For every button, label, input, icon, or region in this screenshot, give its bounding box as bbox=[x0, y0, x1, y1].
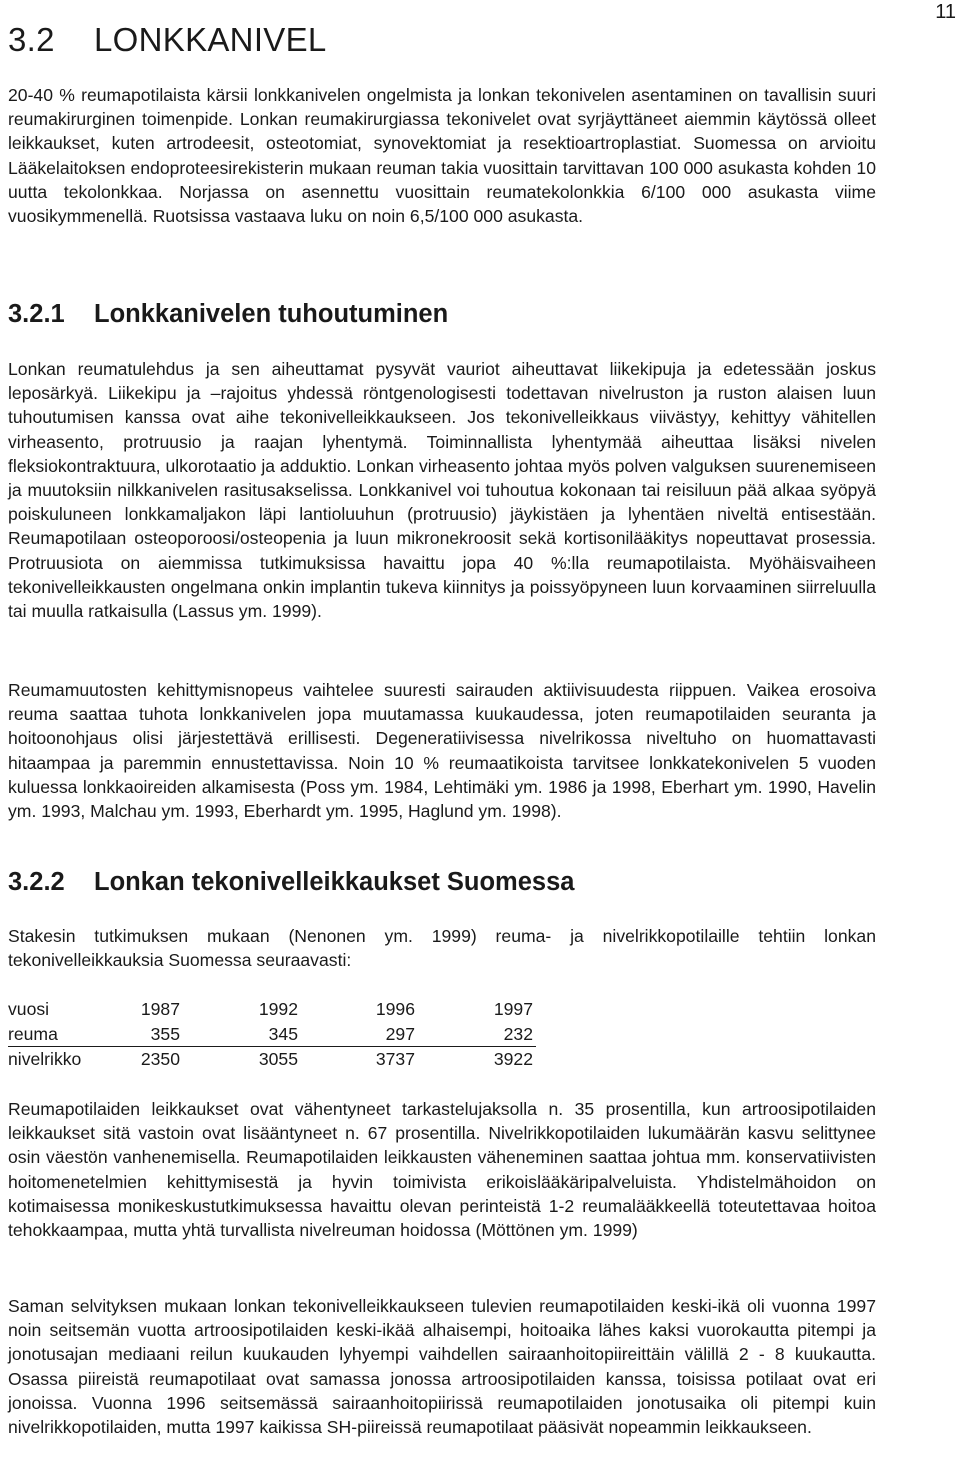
surgery-table bbox=[8, 997, 536, 1072]
table-cell: 345 bbox=[180, 1022, 298, 1047]
section-number: 3.2 bbox=[8, 21, 55, 58]
table-cell: 232 bbox=[415, 1022, 536, 1047]
subsection-title: Lonkkanivelen tuhoutuminen bbox=[94, 300, 449, 328]
intro-paragraph: 20-40 % reumapotilaista kärsii lonkkanivelen ongelmista ja lonkan tekonivelen asentaminen on tavallisin suuri reumakirurginen toimenpide. Lonkan reumakirurgiassa tekonivelet ovat syrjäyttäneet aiemmin käytössä olleet leikkaukset, kuten artrodeesit, osteotomiat, synovektomiat ja resektioartroplastiat. Suomessa on arvioitu Lääkelaitoksen endoproteesirekisterin mukaan reuman takia vuosittain tarvittavan 100 000 asukasta kohden 10 uutta tekolonkkaa. Norjassa on asennettu vuosittain reumatekolonkkia 6/100 000 asukasta viime vuosikymmenellä. Ruotsissa vastaava luku on noin 6,5/100 000 asukasta. bbox=[8, 85, 876, 227]
table-cell: 3055 bbox=[258, 1049, 298, 1069]
table-cell: 2350 bbox=[140, 1049, 180, 1069]
subsection-number: 3.2.1 bbox=[8, 300, 65, 328]
table-header-row bbox=[8, 997, 536, 1022]
table-header-label: vuosi bbox=[8, 999, 50, 1019]
table-year: 1992 bbox=[258, 999, 298, 1019]
table-cell: 355 bbox=[120, 1022, 180, 1047]
tuhoutuminen-paragraph-2: Reumamuutosten kehittymisnopeus vaihtelee suuresti sairauden aktiivisuudesta riippuen. Vaikea erosoiva reuma saattaa tuhota lonkkanivelen jopa muutamassa kuukaudessa, joten reumapotilaiden seuranta ja hoitoonohjaus olisi järjestettävä erillisesti. Degeneratiivisessa nivelrikossa niveltuho on huomattavasti hitaampaa ja paremmin ennustettavissa. Noin 10 % reumaatikoista tarvitsee lonkkatekonivelen 5 vuoden kuluessa lonkkaoireiden alkamisesta (Poss ym. 1984, Lehtimäki ym. 1986 ja 1998, Eberhart ym. 1990, Havelin ym. 1993, Malchau ym. 1993, Eberhardt ym. 1995, Haglund ym. 1998). bbox=[8, 680, 876, 822]
suomessa-paragraph-2: Reumapotilaiden leikkaukset ovat vähentyneet tarkastelujaksolla n. 35 prosentilla, kun artroosipotilaiden leikkaukset sitä vastoin ovat lisääntyneet n. 67 prosentilla. Nivelrikkopotilaiden lukumäärän kasvu selittynee osin väestön vanhenemisella. Reumapotilaiden leikkausten väheneminen saattaa johtua mm. konservatiivisten hoitomenetelmien kehittymisestä ja hyvin toimivista erikoislääkäripalveluista. Yhdistelmähoidon on kotimaisessa monikeskustutkimuksessa havaittu olevan perinteistä 1-2 reumalääkkeellä toteutettavaa hoitoa tehokkaampaa, mutta yhtä turvallista nivelreuman hoidossa (Möttönen ym. 1999) bbox=[8, 1099, 876, 1241]
table-year: 1997 bbox=[493, 999, 533, 1019]
suomessa-paragraph-1: Stakesin tutkimuksen mukaan (Nenonen ym. 1999) reuma- ja nivelrikkopotilaille tehtiin lonkan tekonivelleikkauksia Suomessa seuraavasti: bbox=[8, 926, 876, 971]
subsection-number: 3.2.2 bbox=[8, 868, 65, 896]
table-cell: 3922 bbox=[493, 1049, 533, 1069]
table-row-label: reuma bbox=[8, 1022, 120, 1047]
subsection-heading-suomessa bbox=[8, 866, 574, 898]
tuhoutuminen-paragraph-1: Lonkan reumatulehdus ja sen aiheuttamat pysyvät vauriot aiheuttavat liikekipuja ja edetessään joskus leposärkyä. Liikekipu ja –rajoitus yhdessä röntgenologisesti todettavan nivelruston ja ruston alaisen luun tuhoutumisen kanssa ovat aihe tekonivelleikkaukseen. Jos tekonivelleikkaus viivästyy, kehittyy vähitellen virheasento, protruusio ja raajan lyhentymä. Toiminnallista lyhentymää aiheuttaa lisäksi nivelen fleksiokontraktuura, ulkorotaatio ja adduktio. Lonkan virheasento johtaa myös polven valguksen suurenemiseen ja muutoksiin nilkkanivelen rasitusakselissa. Lonkkanivel voi tuhoutua kokonaan tai reisiluun pää alkaa syöpyä poiskuluneen lonkkamaljakon läpi lantioluuhun (protruusio) jäykistäen ja lyhentäen niveltä entisestään. Reumapotilaan osteoporoosi/osteopenia ja luun mikronekroosit sekä kortisonilääkitys nopeuttavat prosessia. Protruusiota on aiemmissa tutkimuksissa havaittu jopa 40 %:lla reumapotilaista. Myöhäisvaiheen tekonivelleikkausten ongelmana onkin implantin tukeva kiinnitys ja poissyöpyneen luun korvaaminen siirreluulla tai muulla ratkaisulla (Lassus ym. 1999). bbox=[8, 359, 876, 622]
subsection-title: Lonkan tekonivelleikkaukset Suomessa bbox=[94, 868, 575, 896]
page-number: 11 bbox=[935, 1, 956, 23]
suomessa-paragraph-3: Saman selvityksen mukaan lonkan tekonivelleikkaukseen tulevien reumapotilaiden keski-ikä oli vuonna 1997 noin seitsemän vuotta artroosipotilaiden keski-ikää alhaisempi, hoitoaika lähes kaksi vuorokautta pitempi ja jonotusajan mediaani reilun kuukauden lyhyempi vaihdellen sairaanhoitopiireittäin välillä 2 - 8 kuukautta. Osassa piireistä reumapotilaat ovat samassa jonossa artroosipotilaiden kanssa, toisissa potilaat ovat eri jonoissa. Vuonna 1996 seitsemässä sairaanhoitopiirissä reumapotilaiden jonotusaika oli pitempi kuin nivelrikkopotilaiden, mutta 1997 kaikissa SH-piireissä reumapotilaat pääsivät nopeammin leikkaukseen. bbox=[8, 1296, 876, 1438]
table-row-label: nivelrikko bbox=[8, 1049, 82, 1069]
table-cell: 3737 bbox=[375, 1049, 415, 1069]
section-heading bbox=[8, 20, 327, 60]
table-cell: 297 bbox=[298, 1022, 415, 1047]
table-row bbox=[8, 1047, 536, 1072]
table-row bbox=[8, 1022, 536, 1047]
table-year: 1987 bbox=[140, 999, 180, 1019]
section-title: LONKKANIVEL bbox=[94, 21, 327, 58]
table-year: 1996 bbox=[375, 999, 415, 1019]
subsection-heading-tuhoutuminen bbox=[8, 298, 448, 330]
